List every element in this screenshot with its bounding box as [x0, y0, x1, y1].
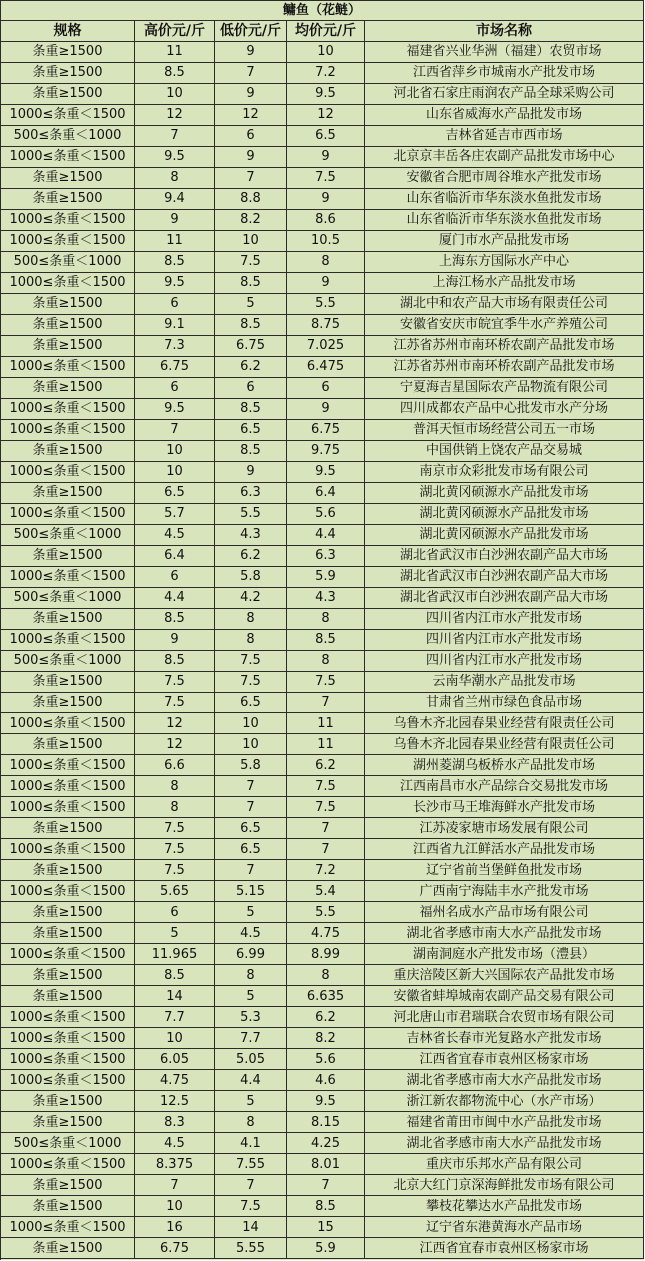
spec-cell: 条重≥1500 [1, 923, 135, 944]
low-price-cell: 7 [215, 168, 287, 189]
avg-price-cell: 6.4 [287, 483, 365, 504]
avg-price-cell: 11 [287, 713, 365, 734]
low-price-cell: 7.55 [215, 1154, 287, 1175]
avg-price-cell: 8.2 [287, 1028, 365, 1049]
market-name-cell: 乌鲁木齐北园春果业经营有限责任公司 [365, 734, 644, 755]
low-price-cell: 6 [215, 126, 287, 147]
low-price-cell: 12 [215, 105, 287, 126]
market-name-cell: 湖北黄冈硕源水产品批发市场 [365, 483, 644, 504]
market-name-cell: 湖北黄冈硕源水产品批发市场 [365, 504, 644, 525]
low-price-cell: 5.3 [215, 1007, 287, 1028]
high-price-cell: 8 [135, 168, 215, 189]
spec-cell: 条重≥1500 [1, 1091, 135, 1112]
market-name-cell: 山东省威海水产品批发市场 [365, 105, 644, 126]
low-price-cell: 4.3 [215, 525, 287, 546]
low-price-cell: 8.2 [215, 210, 287, 231]
avg-price-cell: 9.75 [287, 441, 365, 462]
high-price-cell: 6.75 [135, 1238, 215, 1259]
avg-price-cell: 7.5 [287, 168, 365, 189]
spec-cell: 条重≥1500 [1, 1238, 135, 1259]
high-price-cell: 8.3 [135, 1112, 215, 1133]
avg-price-cell: 9.5 [287, 1091, 365, 1112]
spec-cell: 条重≥1500 [1, 546, 135, 567]
market-name-cell: 湖北中和农产品大市场有限责任公司 [365, 294, 644, 315]
avg-price-cell: 6 [287, 378, 365, 399]
high-price-cell: 6 [135, 902, 215, 923]
low-price-cell: 9 [215, 462, 287, 483]
avg-price-cell: 7.025 [287, 336, 365, 357]
low-price-cell: 8.5 [215, 315, 287, 336]
avg-price-cell: 6.635 [287, 986, 365, 1007]
high-price-cell: 7.7 [135, 1007, 215, 1028]
market-name-cell: 四川省内江市水产批发市场 [365, 609, 644, 630]
low-price-cell: 8 [215, 609, 287, 630]
spec-cell: 1000≤条重＜1500 [1, 755, 135, 776]
spec-cell: 1000≤条重＜1500 [1, 944, 135, 965]
avg-price-cell: 11 [287, 734, 365, 755]
low-price-cell: 5.05 [215, 1049, 287, 1070]
spec-cell: 1000≤条重＜1500 [1, 420, 135, 441]
low-price-cell: 6.2 [215, 546, 287, 567]
low-price-cell: 7 [215, 797, 287, 818]
market-name-cell: 四川省内江市水产批发市场 [365, 651, 644, 672]
spec-cell: 1000≤条重＜1500 [1, 776, 135, 797]
market-name-cell: 湖北省孝感市南大水产品批发市场 [365, 923, 644, 944]
low-price-cell: 6.5 [215, 693, 287, 714]
avg-price-cell: 12 [287, 105, 365, 126]
market-name-cell: 江西省宜春市袁州区杨家市场 [365, 1238, 644, 1259]
high-price-cell: 6.75 [135, 357, 215, 378]
avg-price-cell: 6.75 [287, 420, 365, 441]
low-price-cell: 10 [215, 734, 287, 755]
low-price-cell: 5 [215, 902, 287, 923]
avg-price-cell: 10 [287, 42, 365, 63]
high-price-cell: 6 [135, 567, 215, 588]
low-price-cell: 8.8 [215, 189, 287, 210]
table-title: 鳙鱼（花鲢） [1, 1, 644, 21]
col-header-avg-price: 均价元/斤 [287, 21, 365, 42]
high-price-cell: 12.5 [135, 1091, 215, 1112]
low-price-cell: 5 [215, 1091, 287, 1112]
market-name-cell: 乌鲁木齐北园春果业经营有限责任公司 [365, 713, 644, 734]
avg-price-cell: 9.5 [287, 84, 365, 105]
market-name-cell: 上海江杨水产品批发市场 [365, 273, 644, 294]
high-price-cell: 9.1 [135, 315, 215, 336]
high-price-cell: 7.3 [135, 336, 215, 357]
avg-price-cell: 5.9 [287, 1238, 365, 1259]
market-name-cell: 云南华潮水产品批发市场 [365, 672, 644, 693]
spec-cell: 1000≤条重＜1500 [1, 147, 135, 168]
market-name-cell: 湖州菱湖乌板桥水产品批发市场 [365, 755, 644, 776]
market-name-cell: 南京市众彩批发市场有限公司 [365, 462, 644, 483]
spec-cell: 1000≤条重＜1500 [1, 273, 135, 294]
low-price-cell: 7 [215, 63, 287, 84]
avg-price-cell: 8 [287, 965, 365, 986]
market-name-cell: 重庆涪陵区新大兴国际农产品批发市场 [365, 965, 644, 986]
high-price-cell: 10 [135, 1028, 215, 1049]
spec-cell: 条重≥1500 [1, 441, 135, 462]
high-price-cell: 6.4 [135, 546, 215, 567]
avg-price-cell: 5.6 [287, 1049, 365, 1070]
market-name-cell: 江苏凌家塘市场发展有限公司 [365, 818, 644, 839]
avg-price-cell: 8.01 [287, 1154, 365, 1175]
market-name-cell: 江西省宜春市袁州区杨家市场 [365, 1049, 644, 1070]
spec-cell: 1000≤条重＜1500 [1, 105, 135, 126]
low-price-cell: 4.2 [215, 588, 287, 609]
high-price-cell: 14 [135, 986, 215, 1007]
spec-cell: 条重≥1500 [1, 734, 135, 755]
high-price-cell: 12 [135, 713, 215, 734]
spec-cell: 500≤条重＜1000 [1, 1133, 135, 1154]
low-price-cell: 7 [215, 1175, 287, 1196]
high-price-cell: 7.5 [135, 693, 215, 714]
high-price-cell: 9.5 [135, 399, 215, 420]
avg-price-cell: 7.5 [287, 672, 365, 693]
avg-price-cell: 4.6 [287, 1070, 365, 1091]
spec-cell: 条重≥1500 [1, 1196, 135, 1217]
avg-price-cell: 4.4 [287, 525, 365, 546]
low-price-cell: 4.5 [215, 923, 287, 944]
spec-cell: 条重≥1500 [1, 336, 135, 357]
market-name-cell: 普洱天恒市场经营公司五一市场 [365, 420, 644, 441]
market-name-cell: 长沙市马王堆海鲜水产批发市场 [365, 797, 644, 818]
high-price-cell: 9.4 [135, 189, 215, 210]
low-price-cell: 6.5 [215, 818, 287, 839]
spec-cell: 1000≤条重＜1500 [1, 839, 135, 860]
market-name-cell: 四川成都农产品中心批发市水产分场 [365, 399, 644, 420]
avg-price-cell: 6.3 [287, 546, 365, 567]
spec-cell: 1000≤条重＜1500 [1, 210, 135, 231]
market-name-cell: 四川省内江市水产批发市场 [365, 630, 644, 651]
high-price-cell: 16 [135, 1217, 215, 1238]
market-name-cell: 江苏省苏州市南环桥农副产品批发市场 [365, 336, 644, 357]
avg-price-cell: 8.99 [287, 944, 365, 965]
spec-cell: 1000≤条重＜1500 [1, 357, 135, 378]
high-price-cell: 7 [135, 420, 215, 441]
spec-cell: 条重≥1500 [1, 1175, 135, 1196]
avg-price-cell: 5.5 [287, 902, 365, 923]
high-price-cell: 8 [135, 776, 215, 797]
col-header-low-price: 低价元/斤 [215, 21, 287, 42]
avg-price-cell: 7 [287, 1175, 365, 1196]
spec-cell: 条重≥1500 [1, 84, 135, 105]
avg-price-cell: 8.5 [287, 1196, 365, 1217]
high-price-cell: 6.6 [135, 755, 215, 776]
low-price-cell: 7.5 [215, 1196, 287, 1217]
spec-cell: 1000≤条重＜1500 [1, 1007, 135, 1028]
market-name-cell: 甘肃省兰州市绿色食品市场 [365, 693, 644, 714]
high-price-cell: 5.7 [135, 504, 215, 525]
low-price-cell: 10 [215, 713, 287, 734]
avg-price-cell: 9 [287, 147, 365, 168]
spec-cell: 条重≥1500 [1, 42, 135, 63]
avg-price-cell: 7.2 [287, 860, 365, 881]
spec-cell: 1000≤条重＜1500 [1, 630, 135, 651]
low-price-cell: 5.8 [215, 567, 287, 588]
high-price-cell: 4.5 [135, 1133, 215, 1154]
high-price-cell: 4.5 [135, 525, 215, 546]
market-name-cell: 河北唐山市君瑞联合农贸市场有限公司 [365, 1007, 644, 1028]
high-price-cell: 8.5 [135, 965, 215, 986]
spec-cell: 条重≥1500 [1, 965, 135, 986]
market-name-cell: 吉林省延吉市西市场 [365, 126, 644, 147]
spec-cell: 条重≥1500 [1, 609, 135, 630]
avg-price-cell: 8 [287, 252, 365, 273]
spec-cell: 1000≤条重＜1500 [1, 1028, 135, 1049]
spec-cell: 条重≥1500 [1, 902, 135, 923]
low-price-cell: 8 [215, 1112, 287, 1133]
low-price-cell: 10 [215, 231, 287, 252]
market-name-cell: 北京大红门京深海鲜批发市场有限公司 [365, 1175, 644, 1196]
market-name-cell: 江苏省苏州市南环桥农副产品批发市场 [365, 357, 644, 378]
spec-cell: 条重≥1500 [1, 168, 135, 189]
low-price-cell: 7.5 [215, 651, 287, 672]
market-name-cell: 山东省临沂市华东淡水鱼批发市场 [365, 210, 644, 231]
low-price-cell: 8.5 [215, 399, 287, 420]
high-price-cell: 10 [135, 441, 215, 462]
market-name-cell: 厦门市水产品批发市场 [365, 231, 644, 252]
low-price-cell: 5 [215, 294, 287, 315]
low-price-cell: 5.8 [215, 755, 287, 776]
market-name-cell: 浙江新农都物流中心（水产市场） [365, 1091, 644, 1112]
low-price-cell: 6.75 [215, 336, 287, 357]
high-price-cell: 7.5 [135, 860, 215, 881]
spec-cell: 条重≥1500 [1, 63, 135, 84]
avg-price-cell: 8 [287, 609, 365, 630]
spec-cell: 条重≥1500 [1, 860, 135, 881]
avg-price-cell: 8.15 [287, 1112, 365, 1133]
market-name-cell: 上海东方国际水产中心 [365, 252, 644, 273]
high-price-cell: 4.4 [135, 588, 215, 609]
high-price-cell: 7.5 [135, 839, 215, 860]
high-price-cell: 7.5 [135, 818, 215, 839]
avg-price-cell: 7.5 [287, 776, 365, 797]
market-name-cell: 福建省莆田市闽中水产品批发市场 [365, 1112, 644, 1133]
low-price-cell: 8.5 [215, 273, 287, 294]
low-price-cell: 9 [215, 147, 287, 168]
market-name-cell: 湖北省武汉市白沙洲农副产品大市场 [365, 567, 644, 588]
high-price-cell: 9.5 [135, 147, 215, 168]
avg-price-cell: 5.6 [287, 504, 365, 525]
spec-cell: 条重≥1500 [1, 483, 135, 504]
market-name-cell: 江西省九江鲜活水产品批发市场 [365, 839, 644, 860]
spec-cell: 1000≤条重＜1500 [1, 231, 135, 252]
high-price-cell: 8.5 [135, 651, 215, 672]
spec-cell: 条重≥1500 [1, 818, 135, 839]
market-name-cell: 湖北省孝感市南大水产品批发市场 [365, 1070, 644, 1091]
low-price-cell: 5 [215, 986, 287, 1007]
avg-price-cell: 5.4 [287, 881, 365, 902]
avg-price-cell: 9.5 [287, 462, 365, 483]
market-name-cell: 攀枝花攀达水产品批发市场 [365, 1196, 644, 1217]
spec-cell: 条重≥1500 [1, 315, 135, 336]
high-price-cell: 5.65 [135, 881, 215, 902]
high-price-cell: 6 [135, 378, 215, 399]
low-price-cell: 5.5 [215, 504, 287, 525]
high-price-cell: 11 [135, 42, 215, 63]
spec-cell: 500≤条重＜1000 [1, 126, 135, 147]
low-price-cell: 14 [215, 1217, 287, 1238]
market-name-cell: 河北省石家庄雨润农产品全球采购公司 [365, 84, 644, 105]
low-price-cell: 9 [215, 42, 287, 63]
spec-cell: 1000≤条重＜1500 [1, 1217, 135, 1238]
low-price-cell: 6.3 [215, 483, 287, 504]
low-price-cell: 5.15 [215, 881, 287, 902]
market-name-cell: 北京京丰岳各庄农副产品批发市场中心 [365, 147, 644, 168]
low-price-cell: 7 [215, 776, 287, 797]
spec-cell: 条重≥1500 [1, 189, 135, 210]
market-name-cell: 湖北省武汉市白沙洲农副产品大市场 [365, 546, 644, 567]
avg-price-cell: 4.25 [287, 1133, 365, 1154]
market-name-cell: 辽宁省前当堡鲜鱼批发市场 [365, 860, 644, 881]
market-name-cell: 吉林省长春市光复路水产批发市场 [365, 1028, 644, 1049]
spec-cell: 1000≤条重＜1500 [1, 713, 135, 734]
avg-price-cell: 8.6 [287, 210, 365, 231]
market-name-cell: 湖南洞庭水产批发市场（澧县） [365, 944, 644, 965]
avg-price-cell: 5.5 [287, 294, 365, 315]
high-price-cell: 7 [135, 126, 215, 147]
high-price-cell: 9.5 [135, 273, 215, 294]
avg-price-cell: 9 [287, 273, 365, 294]
avg-price-cell: 4.75 [287, 923, 365, 944]
market-name-cell: 江西省萍乡市城南水产批发市场 [365, 63, 644, 84]
low-price-cell: 9 [215, 84, 287, 105]
avg-price-cell: 15 [287, 1217, 365, 1238]
high-price-cell: 9 [135, 630, 215, 651]
low-price-cell: 6.99 [215, 944, 287, 965]
spec-cell: 1000≤条重＜1500 [1, 399, 135, 420]
market-name-cell: 安徽省安庆市皖宜季牛水产养殖公司 [365, 315, 644, 336]
spec-cell: 条重≥1500 [1, 1112, 135, 1133]
avg-price-cell: 5.9 [287, 567, 365, 588]
market-name-cell: 安徽省合肥市周谷堆水产批发市场 [365, 168, 644, 189]
high-price-cell: 12 [135, 734, 215, 755]
low-price-cell: 8.5 [215, 441, 287, 462]
high-price-cell: 6.5 [135, 483, 215, 504]
low-price-cell: 7.5 [215, 672, 287, 693]
avg-price-cell: 6.2 [287, 755, 365, 776]
high-price-cell: 8.5 [135, 252, 215, 273]
low-price-cell: 7.7 [215, 1028, 287, 1049]
spec-cell: 1000≤条重＜1500 [1, 1154, 135, 1175]
avg-price-cell: 4.3 [287, 588, 365, 609]
high-price-cell: 8.375 [135, 1154, 215, 1175]
avg-price-cell: 8.5 [287, 630, 365, 651]
avg-price-cell: 9 [287, 399, 365, 420]
avg-price-cell: 8 [287, 651, 365, 672]
market-name-cell: 辽宁省东港黄海水产品市场 [365, 1217, 644, 1238]
high-price-cell: 10 [135, 1196, 215, 1217]
market-name-cell: 福州名成水产品市场有限公司 [365, 902, 644, 923]
high-price-cell: 11.965 [135, 944, 215, 965]
spec-cell: 500≤条重＜1000 [1, 651, 135, 672]
market-name-cell: 广西南宁海陆丰水产批发市场 [365, 881, 644, 902]
market-name-cell: 江西南昌市水产品综合交易批发市场 [365, 776, 644, 797]
spec-cell: 条重≥1500 [1, 672, 135, 693]
spec-cell: 1000≤条重＜1500 [1, 462, 135, 483]
spec-cell: 1000≤条重＜1500 [1, 881, 135, 902]
high-price-cell: 11 [135, 231, 215, 252]
avg-price-cell: 6.5 [287, 126, 365, 147]
avg-price-cell: 8.75 [287, 315, 365, 336]
high-price-cell: 8 [135, 797, 215, 818]
avg-price-cell: 7 [287, 693, 365, 714]
high-price-cell: 8.5 [135, 63, 215, 84]
market-name-cell: 山东省临沂市华东淡水鱼批发市场 [365, 189, 644, 210]
high-price-cell: 5 [135, 923, 215, 944]
high-price-cell: 12 [135, 105, 215, 126]
spec-cell: 1000≤条重＜1500 [1, 1070, 135, 1091]
spec-cell: 1000≤条重＜1500 [1, 504, 135, 525]
low-price-cell: 8 [215, 630, 287, 651]
low-price-cell: 6.5 [215, 839, 287, 860]
low-price-cell: 5.55 [215, 1238, 287, 1259]
high-price-cell: 10 [135, 462, 215, 483]
low-price-cell: 6 [215, 378, 287, 399]
avg-price-cell: 9 [287, 189, 365, 210]
low-price-cell: 6.5 [215, 420, 287, 441]
market-name-cell: 福建省兴业华洲（福建）农贸市场 [365, 42, 644, 63]
low-price-cell: 4.1 [215, 1133, 287, 1154]
spec-cell: 500≤条重＜1000 [1, 588, 135, 609]
spec-cell: 500≤条重＜1000 [1, 525, 135, 546]
avg-price-cell: 7.2 [287, 63, 365, 84]
avg-price-cell: 6.475 [287, 357, 365, 378]
high-price-cell: 7 [135, 1175, 215, 1196]
avg-price-cell: 10.5 [287, 231, 365, 252]
avg-price-cell: 7 [287, 839, 365, 860]
high-price-cell: 7.5 [135, 672, 215, 693]
low-price-cell: 7.5 [215, 252, 287, 273]
avg-price-cell: 7 [287, 818, 365, 839]
high-price-cell: 9 [135, 210, 215, 231]
low-price-cell: 4.4 [215, 1070, 287, 1091]
low-price-cell: 8 [215, 965, 287, 986]
spec-cell: 条重≥1500 [1, 294, 135, 315]
high-price-cell: 6.05 [135, 1049, 215, 1070]
market-name-cell: 湖北黄冈硕源水产品批发市场 [365, 525, 644, 546]
spec-cell: 500≤条重＜1000 [1, 252, 135, 273]
avg-price-cell: 6.2 [287, 1007, 365, 1028]
spec-cell: 条重≥1500 [1, 378, 135, 399]
market-name-cell: 湖北省孝感市南大水产品批发市场 [365, 1133, 644, 1154]
avg-price-cell: 7.5 [287, 797, 365, 818]
spec-cell: 条重≥1500 [1, 693, 135, 714]
high-price-cell: 10 [135, 84, 215, 105]
market-name-cell: 宁夏海吉星国际农产品物流有限公司 [365, 378, 644, 399]
col-header-market-name: 市场名称 [365, 21, 644, 42]
low-price-cell: 6.2 [215, 357, 287, 378]
market-name-cell: 湖北省武汉市白沙洲农副产品大市场 [365, 588, 644, 609]
col-header-spec: 规格 [1, 21, 135, 42]
spec-cell: 1000≤条重＜1500 [1, 567, 135, 588]
market-name-cell: 重庆市乐邦水产品有限公司 [365, 1154, 644, 1175]
high-price-cell: 6 [135, 294, 215, 315]
spec-cell: 条重≥1500 [1, 986, 135, 1007]
spec-cell: 1000≤条重＜1500 [1, 797, 135, 818]
col-header-high-price: 高价元/斤 [135, 21, 215, 42]
high-price-cell: 8.5 [135, 609, 215, 630]
high-price-cell: 4.75 [135, 1070, 215, 1091]
market-name-cell: 安徽省蚌埠城南农副产品交易有限公司 [365, 986, 644, 1007]
market-name-cell: 中国供销上饶农产品交易城 [365, 441, 644, 462]
spec-cell: 1000≤条重＜1500 [1, 1049, 135, 1070]
low-price-cell: 7 [215, 860, 287, 881]
